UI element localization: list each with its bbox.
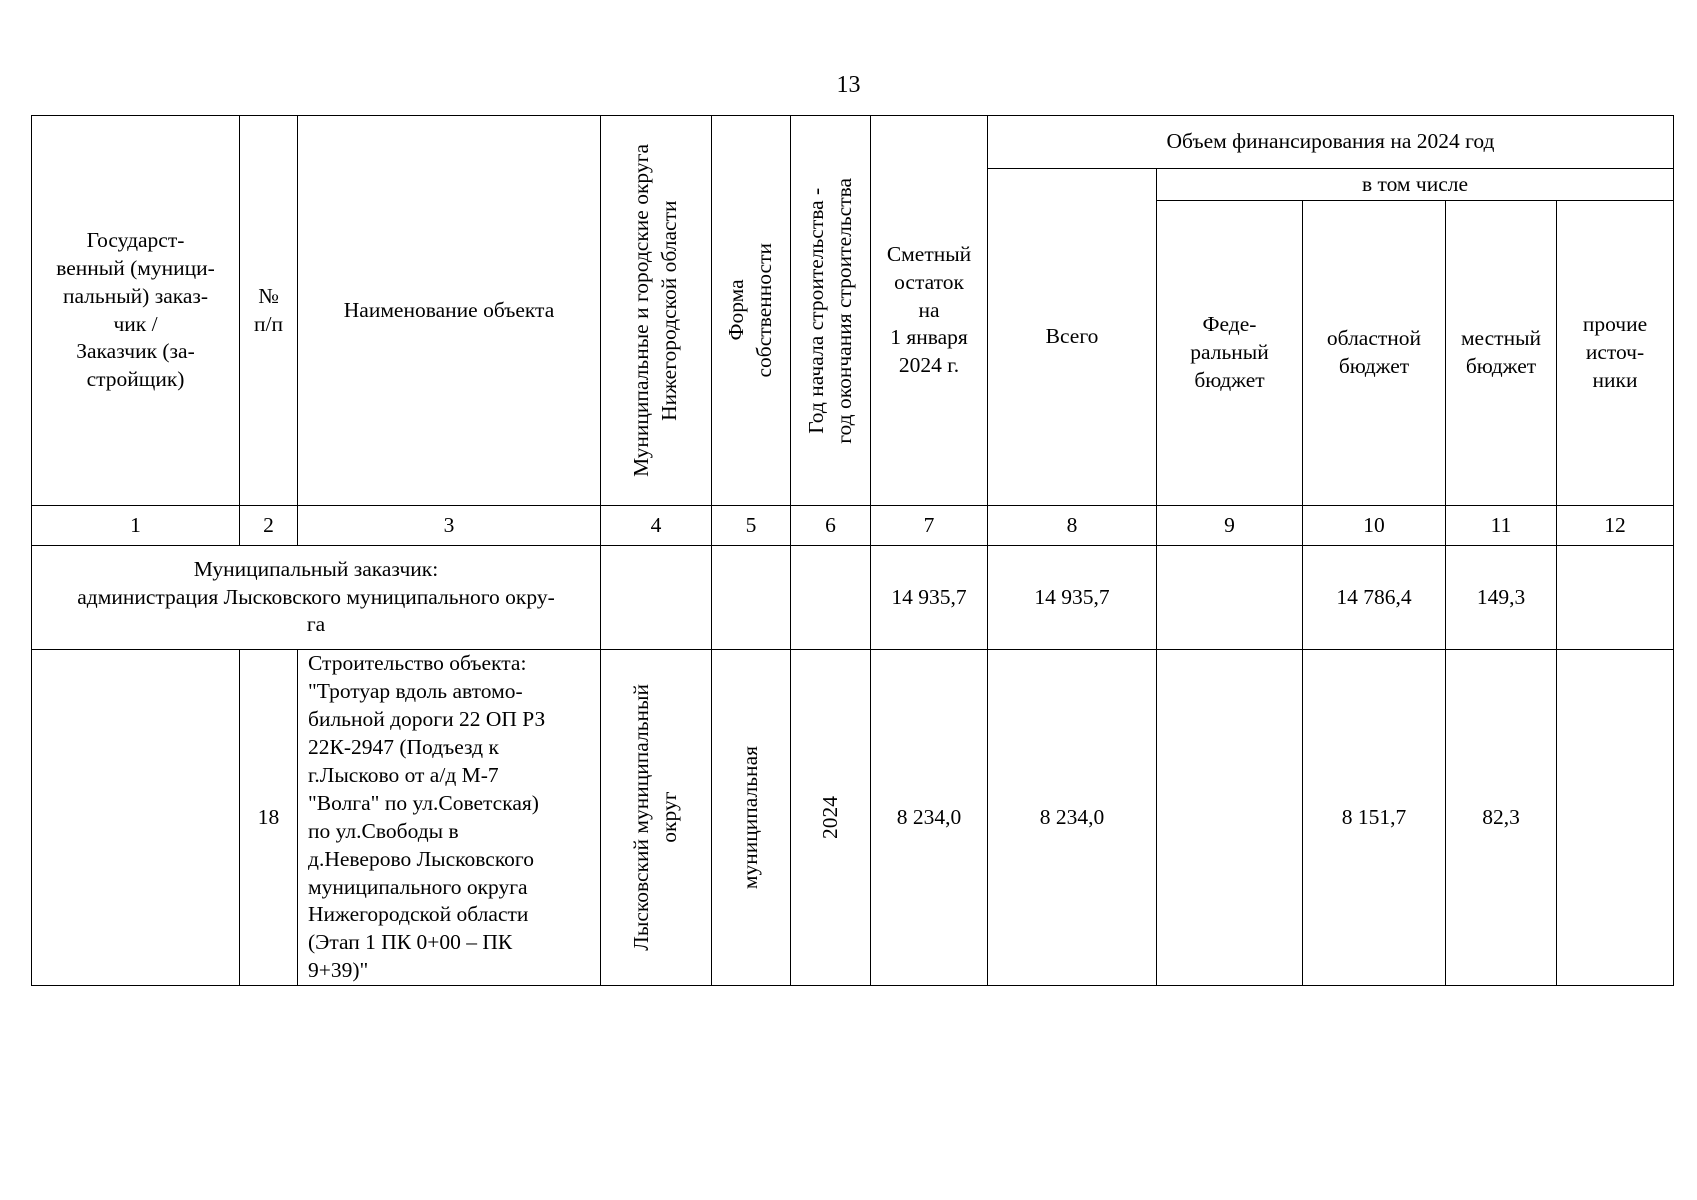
header-districts-cell [601, 116, 712, 506]
header-regional: областной бюджет [1303, 201, 1446, 506]
header-local: местный бюджет [1446, 201, 1557, 506]
customer-federal [1157, 546, 1303, 650]
header-total: Всего [988, 169, 1157, 506]
column-number: 11 [1446, 506, 1557, 546]
column-number: 12 [1557, 506, 1674, 546]
customer-ownership [712, 546, 791, 650]
object-number: 18 [240, 650, 298, 986]
column-number: 10 [1303, 506, 1446, 546]
header-years: Год начала строительства - год окончания строительства [803, 177, 856, 444]
column-number: 9 [1157, 506, 1303, 546]
object-total: 8 234,0 [988, 650, 1157, 986]
column-number: 8 [988, 506, 1157, 546]
header-years-cell [791, 116, 871, 506]
header-federal: Феде- ральный бюджет [1157, 201, 1303, 506]
header-including: в том числе [1157, 169, 1674, 201]
object-district: Лысковский муниципальный округ [629, 684, 681, 951]
header-districts: Муниципальные и городские округа Нижегородской области [629, 144, 681, 477]
object-years-cell [791, 650, 871, 986]
header-funding: Объем финансирования на 2024 год [988, 116, 1674, 169]
customer-local: 149,3 [1446, 546, 1557, 650]
object-ownership: муниципальная [738, 746, 763, 890]
column-number: 4 [601, 506, 712, 546]
column-number: 6 [791, 506, 871, 546]
column-number: 3 [298, 506, 601, 546]
header-object-name: Наименование объекта [298, 116, 601, 506]
object-other [1557, 650, 1674, 986]
column-number: 2 [240, 506, 298, 546]
column-number: 7 [871, 506, 988, 546]
object-estimate: 8 234,0 [871, 650, 988, 986]
object-regional: 8 151,7 [1303, 650, 1446, 986]
header-ownership: Форма собственности [724, 243, 776, 378]
object-customer [32, 650, 240, 986]
customer-district [601, 546, 712, 650]
object-federal [1157, 650, 1303, 986]
object-local: 82,3 [1446, 650, 1557, 986]
header-other: прочие источ- ники [1557, 201, 1674, 506]
header-estimate: Сметный остаток на 1 января 2024 г. [871, 116, 988, 506]
object-ownership-cell [712, 650, 791, 986]
header-number: № п/п [240, 116, 298, 506]
object-years: 2024 [817, 796, 842, 840]
column-number: 1 [32, 506, 240, 546]
customer-label: Муниципальный заказчик: администрация Лысковского муниципального окру- га [32, 546, 601, 650]
customer-total: 14 935,7 [988, 546, 1157, 650]
header-customer: Государст- венный (муници- пальный) заказ- чик / Заказчик (за- стройщик) [32, 116, 240, 506]
customer-years [791, 546, 871, 650]
header-ownership-cell [712, 116, 791, 506]
customer-row [32, 546, 1674, 650]
column-numbers-row [32, 506, 1674, 546]
customer-regional: 14 786,4 [1303, 546, 1446, 650]
customer-other [1557, 546, 1674, 650]
object-district-cell [601, 650, 712, 986]
column-number: 5 [712, 506, 791, 546]
object-row [32, 650, 1674, 986]
financing-table [31, 115, 1674, 986]
customer-estimate: 14 935,7 [871, 546, 988, 650]
object-name: Строительство объекта: "Тротуар вдоль автомо- бильной дороги 22 ОП РЗ 22К-2947 (Подъезд к г.Лысково от а/д М-7 "Волга" по ул.Советская) по ул.Свободы в д.Неверово Лысковского муниципального округа Нижегородской области (Этап 1 ПК 0+00 – ПК 9+39)" [298, 650, 601, 986]
page-number: 13 [836, 72, 861, 98]
